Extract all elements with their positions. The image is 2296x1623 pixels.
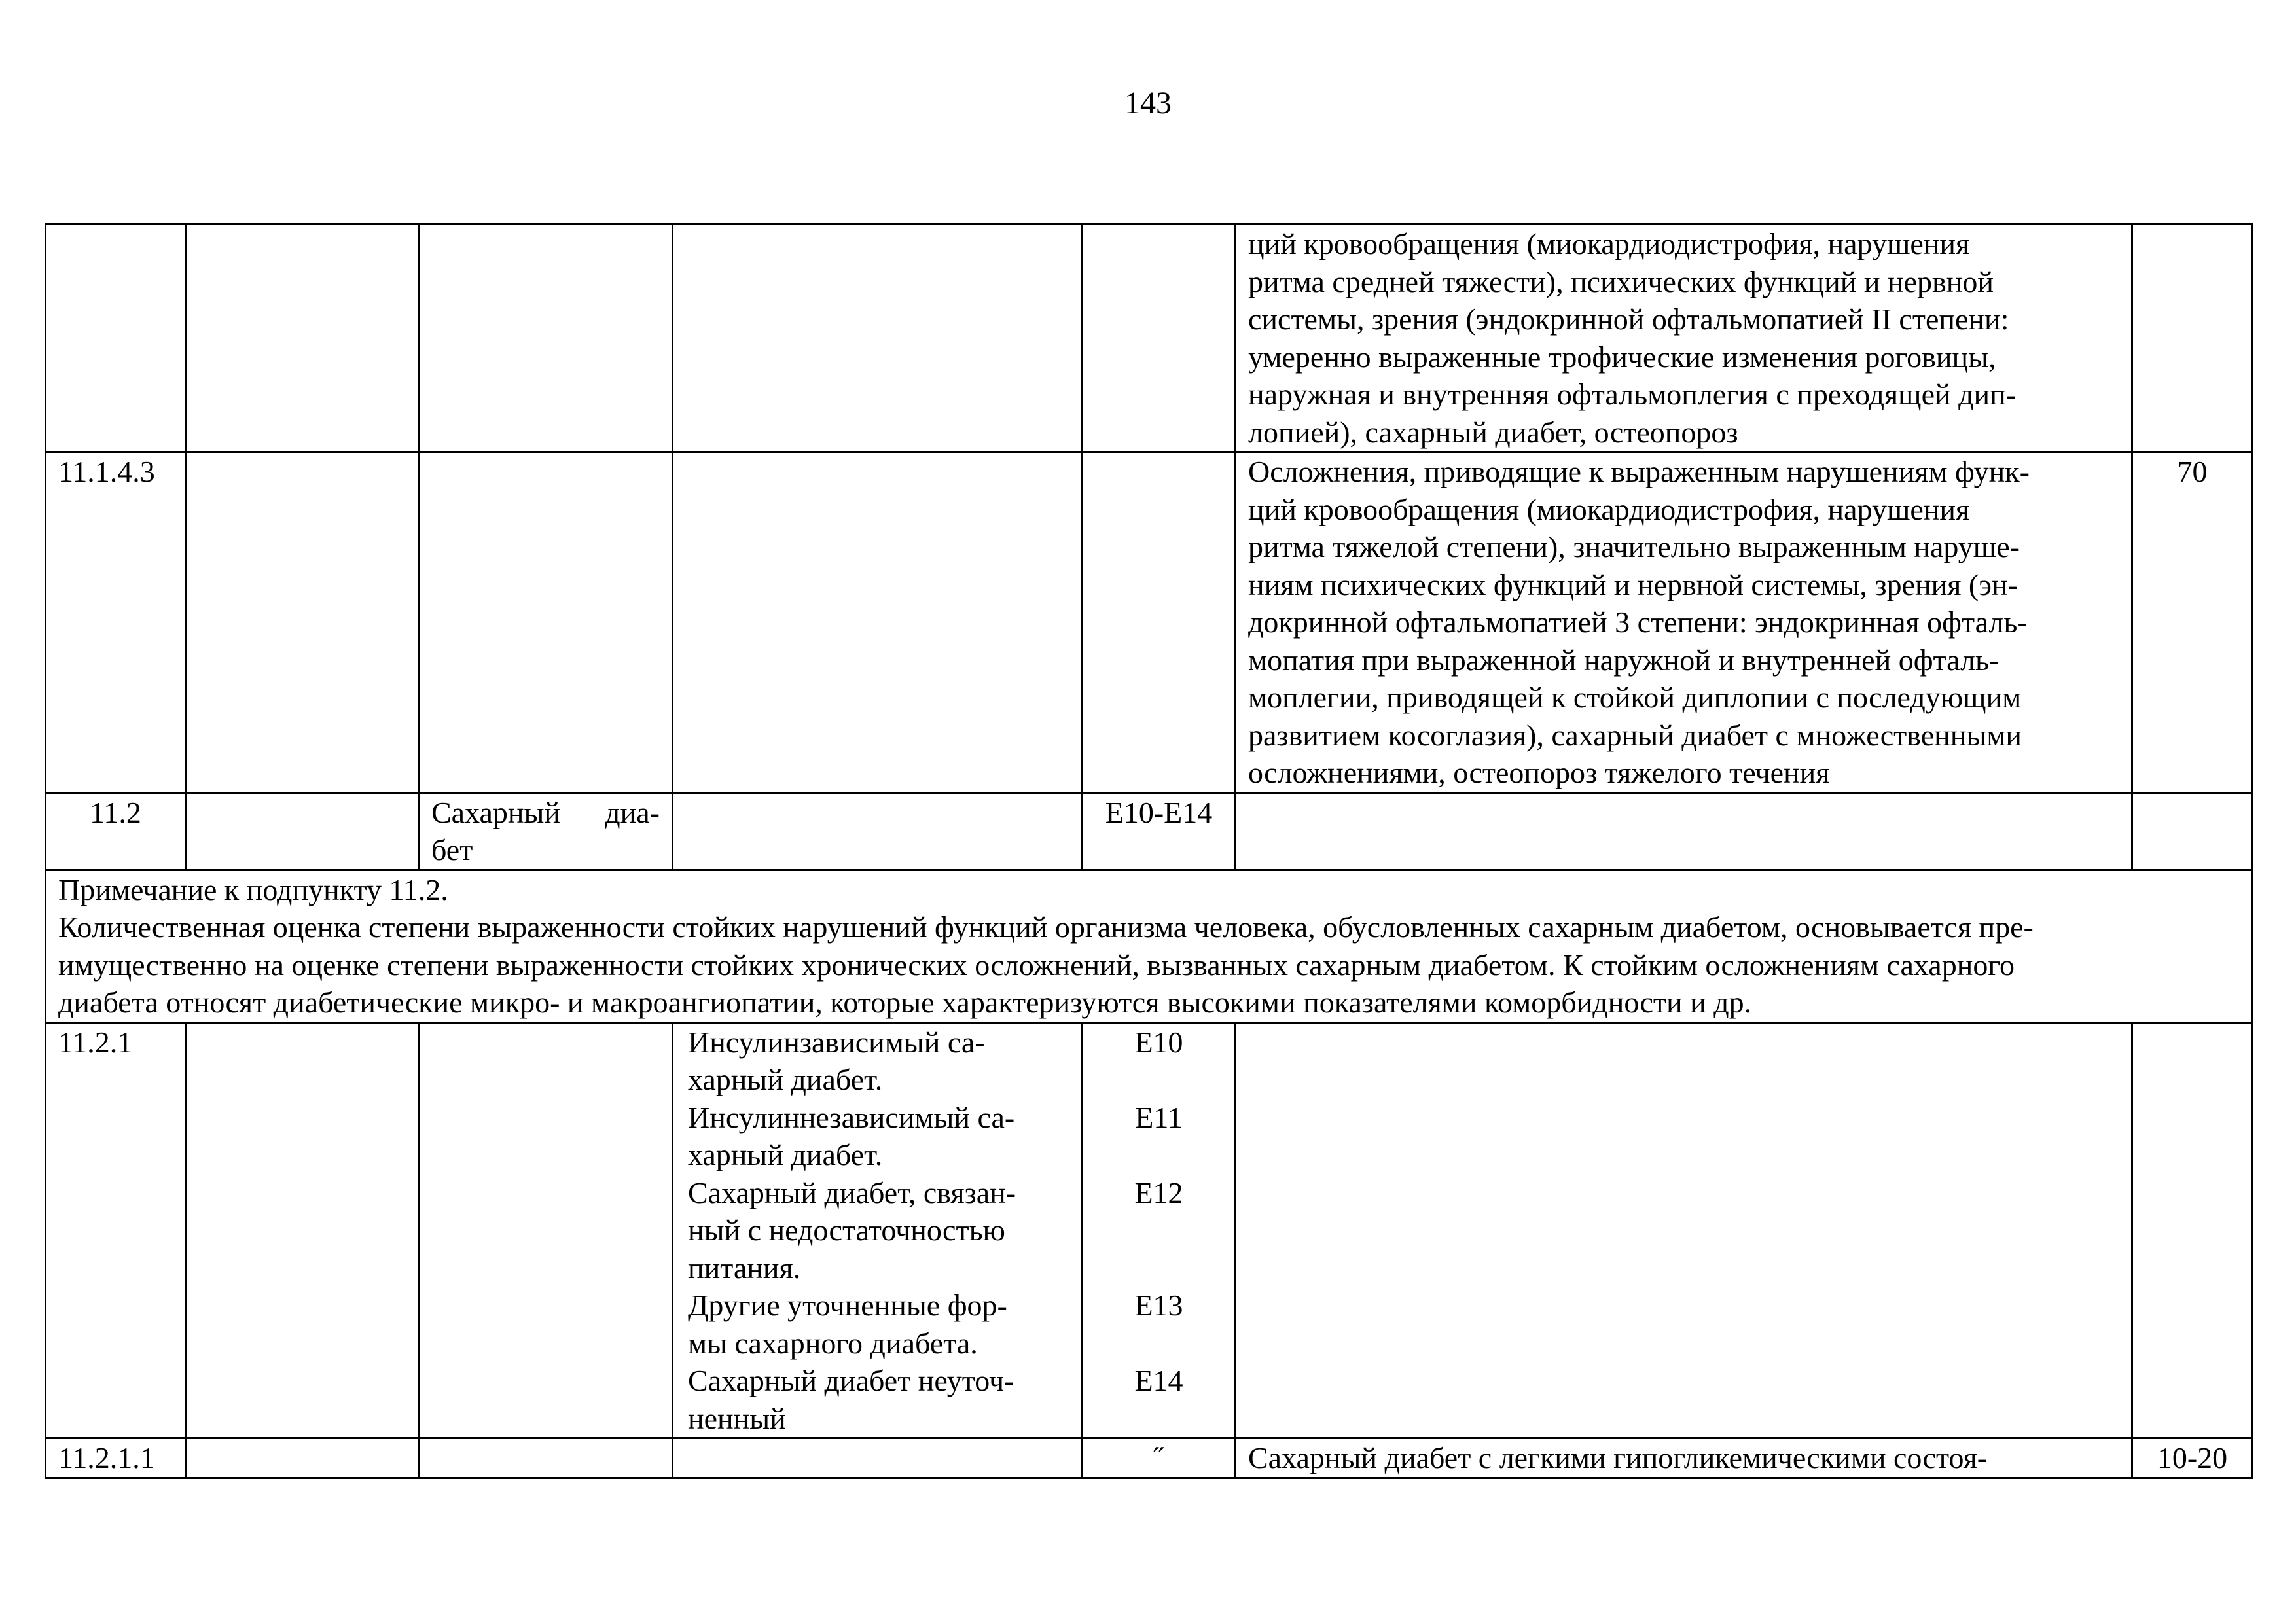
description-line: Сахарный диабет с легкими гипогликемическими состоя- (1248, 1441, 1988, 1474)
disease-name-line: харный диабет. (688, 1063, 883, 1096)
table-row-11-1-4-3 (46, 452, 2253, 793)
disease-name-line: Сахарный диабет неуточ- (688, 1364, 1014, 1397)
cell-disease-name (673, 452, 1083, 793)
cell-class-name (419, 1438, 673, 1478)
cell-disease-name (673, 1438, 1083, 1478)
description-line: системы, зрения (эндокринной офтальмопатией II степени: (1248, 302, 2009, 336)
description-line: ций кровообращения (миокардиодистрофия, нарушения (1248, 492, 1970, 526)
description-line: ниям психических функций и нервной системы, зрения (эн- (1248, 567, 2018, 601)
cell-empty (186, 1438, 419, 1478)
cell-class-name (419, 224, 673, 452)
table-row-11-2-1-1 (46, 1438, 2253, 1478)
note-cell (46, 870, 2253, 1022)
disease-name-line: ный с недостаточностью (688, 1213, 1005, 1247)
cell-score: 10-20 (2132, 1438, 2253, 1478)
cell-description (1236, 452, 2132, 793)
table-row-11-2 (46, 793, 2253, 870)
disease-name-line: харный диабет. (688, 1138, 883, 1171)
table-row-continuation (46, 224, 2253, 452)
disease-name-line: Другие уточненные фор- (688, 1289, 1007, 1322)
description-line: Осложнения, приводящие к выраженным нарушениям функ- (1248, 455, 2030, 488)
description-line: мопатия при выраженной наружной и внутренней офталь- (1248, 643, 2000, 677)
disease-name-line: Сахарный диабет, связан- (688, 1175, 1016, 1209)
icd-code: E14 (1134, 1364, 1183, 1397)
cell-description (1236, 224, 2132, 452)
cell-empty (186, 1022, 419, 1438)
description-line: ритма средней тяжести), психических функций и нервной (1248, 264, 1994, 298)
cell-description (1236, 793, 2132, 870)
note-title: Примечание к подпункту 11.2. (58, 872, 448, 906)
cell-disease-name (673, 1022, 1083, 1438)
description-line: ций кровообращения (миокардиодистрофия, нарушения (1248, 227, 1970, 260)
cell-icd-code (1083, 224, 1236, 452)
description-line: развитием косоглазия), сахарный диабет с множественными (1248, 718, 2022, 752)
icd-code: E11 (1135, 1100, 1183, 1134)
note-line: диабета относят диабетические микро- и макроангиопатии, которые характеризуются высокими показателями коморбидности и др. (58, 986, 1752, 1019)
cell-empty (186, 452, 419, 793)
cell-number: 11.2.1 (46, 1022, 186, 1438)
cell-disease-name (673, 224, 1083, 452)
description-line: умеренно выраженные трофические изменения роговицы, (1248, 340, 1996, 374)
description-line: ритма тяжелой степени), значительно выраженным наруше- (1248, 530, 2020, 563)
icd-code: E12 (1134, 1175, 1183, 1209)
table-row-note (46, 870, 2253, 1022)
cell-icd-code: E10-E14 (1083, 793, 1236, 870)
class-name-line: бет (431, 833, 473, 866)
cell-number: 11.2 (46, 793, 186, 870)
cell-number: 11.2.1.1 (46, 1438, 186, 1478)
cell-number (46, 224, 186, 452)
icd-code: E13 (1134, 1289, 1183, 1322)
description-line: осложнениями, остеопороз тяжелого течения (1248, 756, 1830, 789)
disease-name-line: питания. (688, 1251, 801, 1285)
cell-score (2132, 1022, 2253, 1438)
disease-name-line: Инсулинзависимый са- (688, 1025, 985, 1059)
cell-disease-name (673, 793, 1083, 870)
note-line: Количественная оценка степени выраженности стойких нарушений функций организма человека, обусловленных сахарным диабетом, основывается пре- (58, 910, 2034, 944)
disease-name-line: мы сахарного диабета. (688, 1326, 978, 1360)
disease-name-line: Инсулиннезависимый са- (688, 1100, 1015, 1134)
description-line: моплегии, приводящей к стойкой диплопии с последующим (1248, 681, 2022, 714)
classification-table (45, 223, 2253, 1479)
class-name-line: Сахарный диа- (431, 795, 660, 829)
cell-icd-code: ˝ (1083, 1438, 1236, 1478)
description-line: наружная и внутренняя офтальмоплегия с преходящей дип- (1248, 378, 2017, 411)
cell-icd-code (1083, 452, 1236, 793)
cell-class-name (419, 452, 673, 793)
cell-score (2132, 224, 2253, 452)
description-line: докринной офтальмопатией 3 степени: эндокринная офталь- (1248, 605, 2028, 639)
cell-empty (186, 793, 419, 870)
cell-class-name (419, 793, 673, 870)
cell-score (2132, 793, 2253, 870)
cell-icd-code (1083, 1022, 1236, 1438)
cell-description (1236, 1022, 2132, 1438)
icd-code: E10 (1134, 1025, 1183, 1059)
cell-score: 70 (2132, 452, 2253, 793)
disease-name-line: ненный (688, 1401, 786, 1435)
table-row-11-2-1 (46, 1022, 2253, 1438)
note-line: имущественно на оценке степени выраженности стойких хронических осложнений, вызванных сахарным диабетом. К стойким осложнениям сахарного (58, 948, 2015, 982)
cell-description (1236, 1438, 2132, 1478)
cell-number: 11.1.4.3 (46, 452, 186, 793)
cell-class-name (419, 1022, 673, 1438)
description-line: лопией), сахарный диабет, остеопороз (1248, 415, 1738, 449)
cell-empty (186, 224, 419, 452)
page-number: 143 (1124, 86, 1172, 120)
